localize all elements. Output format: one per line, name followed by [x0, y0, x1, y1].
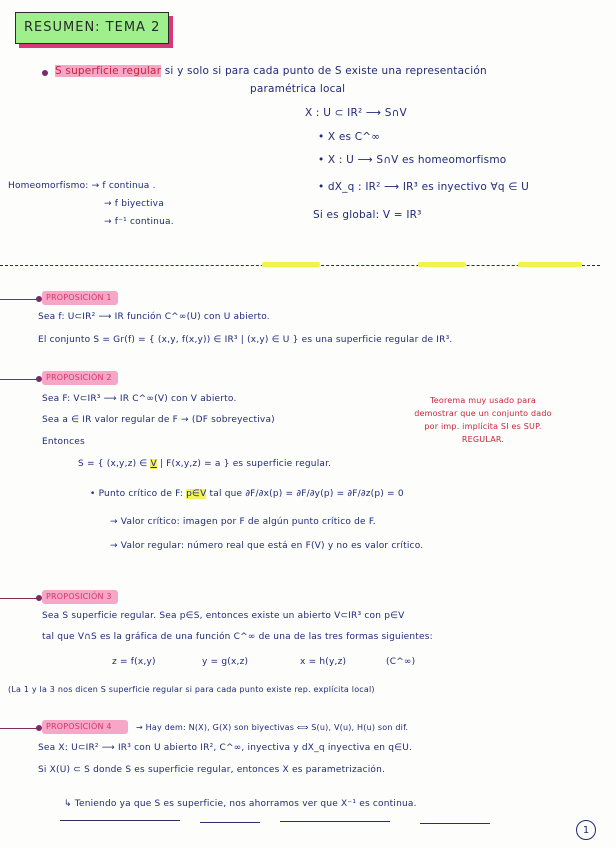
bottom-stroke [420, 823, 490, 824]
yellow-mark [262, 262, 320, 267]
condition-4-global: Si es global: V = IR³ [313, 209, 422, 221]
page-number: 1 [576, 820, 596, 840]
prop2-tag: PROPOSICIÓN 2 [46, 373, 112, 382]
prop1-tag: PROPOSICIÓN 1 [46, 293, 112, 302]
critical-value: → Valor crítico: imagen por F de algún punto crítico de F. [110, 517, 376, 527]
prop2-line4: S = { (x,y,z) ∈ V | F(x,y,z) = a } es superficie regular. [78, 459, 332, 469]
yellow-mark [518, 262, 582, 267]
bottom-stroke [200, 822, 260, 823]
condition-3: • dX_q : IR² ⟶ IR³ es inyectivo ∀q ∈ U [318, 181, 530, 193]
prop2-line1: Sea F: V⊂IR³ ⟶ IR C^∞(V) con V abierto. [42, 394, 237, 404]
highlight-p-in-V: p∈V [186, 489, 207, 499]
prop1-line2: El conjunto S = Gr(f) = { (x,y, f(x,y)) ∈ IR³ | (x,y) ∈ U } es una superficie regular de IR³. [38, 335, 453, 345]
bottom-stroke [280, 821, 390, 822]
critical-point: • Punto crítico de F: p∈V tal que ∂F/∂x(p) = ∂F/∂y(p) = ∂F/∂z(p) = 0 [90, 489, 404, 499]
prop1-line1: Sea f: U⊂IR² ⟶ IR función C^∞(U) con U abierto. [38, 312, 270, 322]
prop3-line2: tal que V∩S es la gráfica de una función C^∞ de una de las tres formas siguientes: [42, 632, 433, 642]
definition-rest: si y solo si para cada punto de S existe una representación [164, 65, 487, 77]
prop4-tag: PROPOSICIÓN 4 [46, 722, 112, 731]
bullet-icon [42, 70, 48, 76]
regular-value: → Valor regular: número real que está en F(V) y no es valor crítico. [110, 541, 424, 551]
prop3-remark: (La 1 y la 3 nos dicen S superficie regular si para cada punto existe rep. explícita local) [8, 685, 375, 694]
highlight-superficie-regular: S superficie regular [55, 65, 162, 77]
definition-line-1 [55, 66, 487, 77]
prop3-form-x: x = h(y,z) [300, 657, 347, 667]
prop3-form-z: z = f(x,y) [112, 657, 156, 667]
prop2-line [0, 379, 40, 380]
page-title: RESUMEN: TEMA 2 [24, 20, 161, 35]
prop1-line [0, 299, 40, 300]
homeomorphism-biyectiva: → f biyectiva [104, 199, 164, 209]
prop3-form-y: y = g(x,z) [202, 657, 249, 667]
prop4-line [0, 728, 40, 729]
prop2-line3: Entonces [42, 437, 85, 447]
prop4-side-note: → Hay dem: N(X), G(X) son biyectivas ⟺ S(u), V(u), H(u) son dif. [136, 723, 409, 732]
yellow-mark [418, 262, 466, 267]
highlight-V: V [150, 459, 157, 469]
prop4-line2: Si X(U) ⊂ S donde S es superficie regular, entonces X es parametrización. [38, 765, 386, 775]
prop3-tag: PROPOSICIÓN 3 [46, 592, 112, 601]
prop4-line3: ↳ Teniendo ya que S es superficie, nos ahorramos ver que X⁻¹ es continua. [64, 799, 417, 809]
bottom-stroke [60, 820, 180, 821]
condition-2: • X : U ⟶ S∩V es homeomorfismo [318, 154, 507, 166]
prop4-line1: Sea X: U⊂IR² ⟶ IR³ con U abierto IR², C^∞, inyectiva y dX_q inyectiva en q∈U. [38, 743, 413, 753]
prop3-line1: Sea S superficie regular. Sea p∈S, entonces existe un abierto V⊂IR³ con p∈V [42, 611, 405, 621]
prop2-line2: Sea a ∈ IR valor regular de F → (DF sobreyectiva) [42, 415, 275, 425]
prop3-smooth: (C^∞) [386, 657, 416, 667]
definition-line-2: paramétrica local [250, 83, 346, 95]
parametrization-map: X : U ⊂ IR² ⟶ S∩V [305, 107, 407, 119]
homeomorphism-inverse: → f⁻¹ continua. [104, 217, 174, 227]
homeomorphism-label: Homeomorfismo: → f continua . [8, 181, 156, 191]
prop2-side-note: Teorema muy usado para demostrar que un conjunto dado por imp. implícita SI es SUP. REGULAR. [414, 396, 552, 444]
prop3-line [0, 598, 40, 599]
condition-1: • X es C^∞ [318, 131, 381, 143]
